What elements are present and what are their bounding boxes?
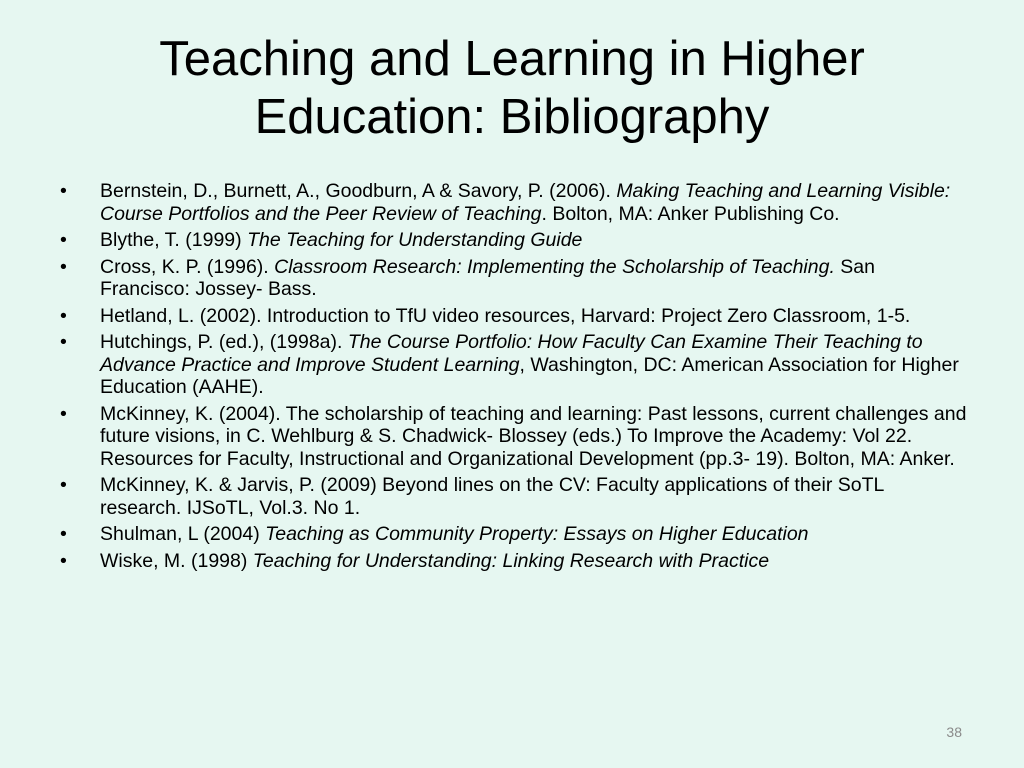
entry-text: Shulman, L (2004) — [100, 523, 266, 545]
bibliography-entry — [60, 305, 970, 328]
bibliography-entry — [60, 180, 970, 225]
entry-text: Cross, K. P. (1996). — [100, 255, 275, 278]
bullet-icon: • — [60, 255, 67, 278]
entry-text: Bernstein, D., Burnett, A., Goodburn, A & Savory, P. (2006). — [100, 180, 617, 202]
bibliography-entry — [60, 331, 970, 399]
entry-title-italic: The Course Portfolio: How Faculty Can Examine Their Teaching to Advance Practice and Improve Student Learning — [100, 331, 923, 376]
entry-text: McKinney, K. & Jarvis, P. (2009) Beyond lines on the CV: Faculty applications of their SoTL research. IJSoTL, Vol.3. No 1. — [100, 474, 884, 519]
slide-title-line-1: Teaching and Learning in Higher — [159, 32, 865, 86]
bibliography-entry — [60, 523, 970, 546]
entry-text: Wiske, M. (1998) — [100, 549, 253, 572]
bibliography-entry — [60, 474, 970, 519]
bibliography-entry — [60, 550, 970, 573]
bibliography-entry — [60, 229, 970, 252]
slide-title-line-2: Education: Bibliography — [254, 90, 770, 144]
entry-title-italic: Teaching as Community Property: Essays on Higher Education — [265, 523, 809, 545]
entry-text: McKinney, K. (2004). The scholarship of teaching and learning: Past lessons, current challenges and future visions, in C. Wehlburg & S. Chadwick- Blossey (eds.) To Improve the Academy: Vol 22. Resources for Faculty, Instructional and Organizational Development (pp.3- 19). Bolton, MA: Anker. — [100, 402, 967, 470]
bibliography-entry — [60, 256, 970, 301]
bullet-icon: • — [60, 474, 67, 496]
bullet-icon: • — [60, 229, 67, 251]
bibliography-entry — [60, 403, 970, 471]
entry-text: Hutchings, P. (ed.), (1998a). — [100, 331, 348, 353]
entry-title-italic: Classroom Research: Implementing the Scholarship of Teaching. — [274, 255, 835, 278]
bullet-icon: • — [60, 523, 67, 545]
entry-text: Hetland, L. (2002). Introduction to TfU video resources, Harvard: Project Zero Classroom, 1-5. — [100, 304, 911, 327]
bullet-icon: • — [60, 180, 67, 202]
bullet-icon: • — [60, 304, 67, 327]
entry-title-italic: Teaching for Understanding: Linking Research with Practice — [252, 549, 770, 572]
bullet-icon: • — [60, 402, 67, 425]
bullet-icon: • — [60, 549, 67, 572]
entry-text: San Francisco: Jossey- Bass. — [100, 255, 875, 300]
bibliography-list — [60, 180, 970, 576]
bullet-icon: • — [60, 331, 67, 353]
entry-title-italic: The Teaching for Understanding Guide — [247, 229, 583, 251]
slide-number: 38 — [946, 724, 962, 740]
entry-title-italic: Making Teaching and Learning Visible: Course Portfolios and the Peer Review of Teaching — [100, 180, 951, 225]
entry-text: , Washington, DC: American Association for Higher Education (AAHE). — [100, 353, 959, 398]
slide-title — [60, 30, 964, 146]
entry-text: Blythe, T. (1999) — [100, 229, 248, 251]
entry-text: . Bolton, MA: Anker Publishing Co. — [541, 202, 840, 225]
